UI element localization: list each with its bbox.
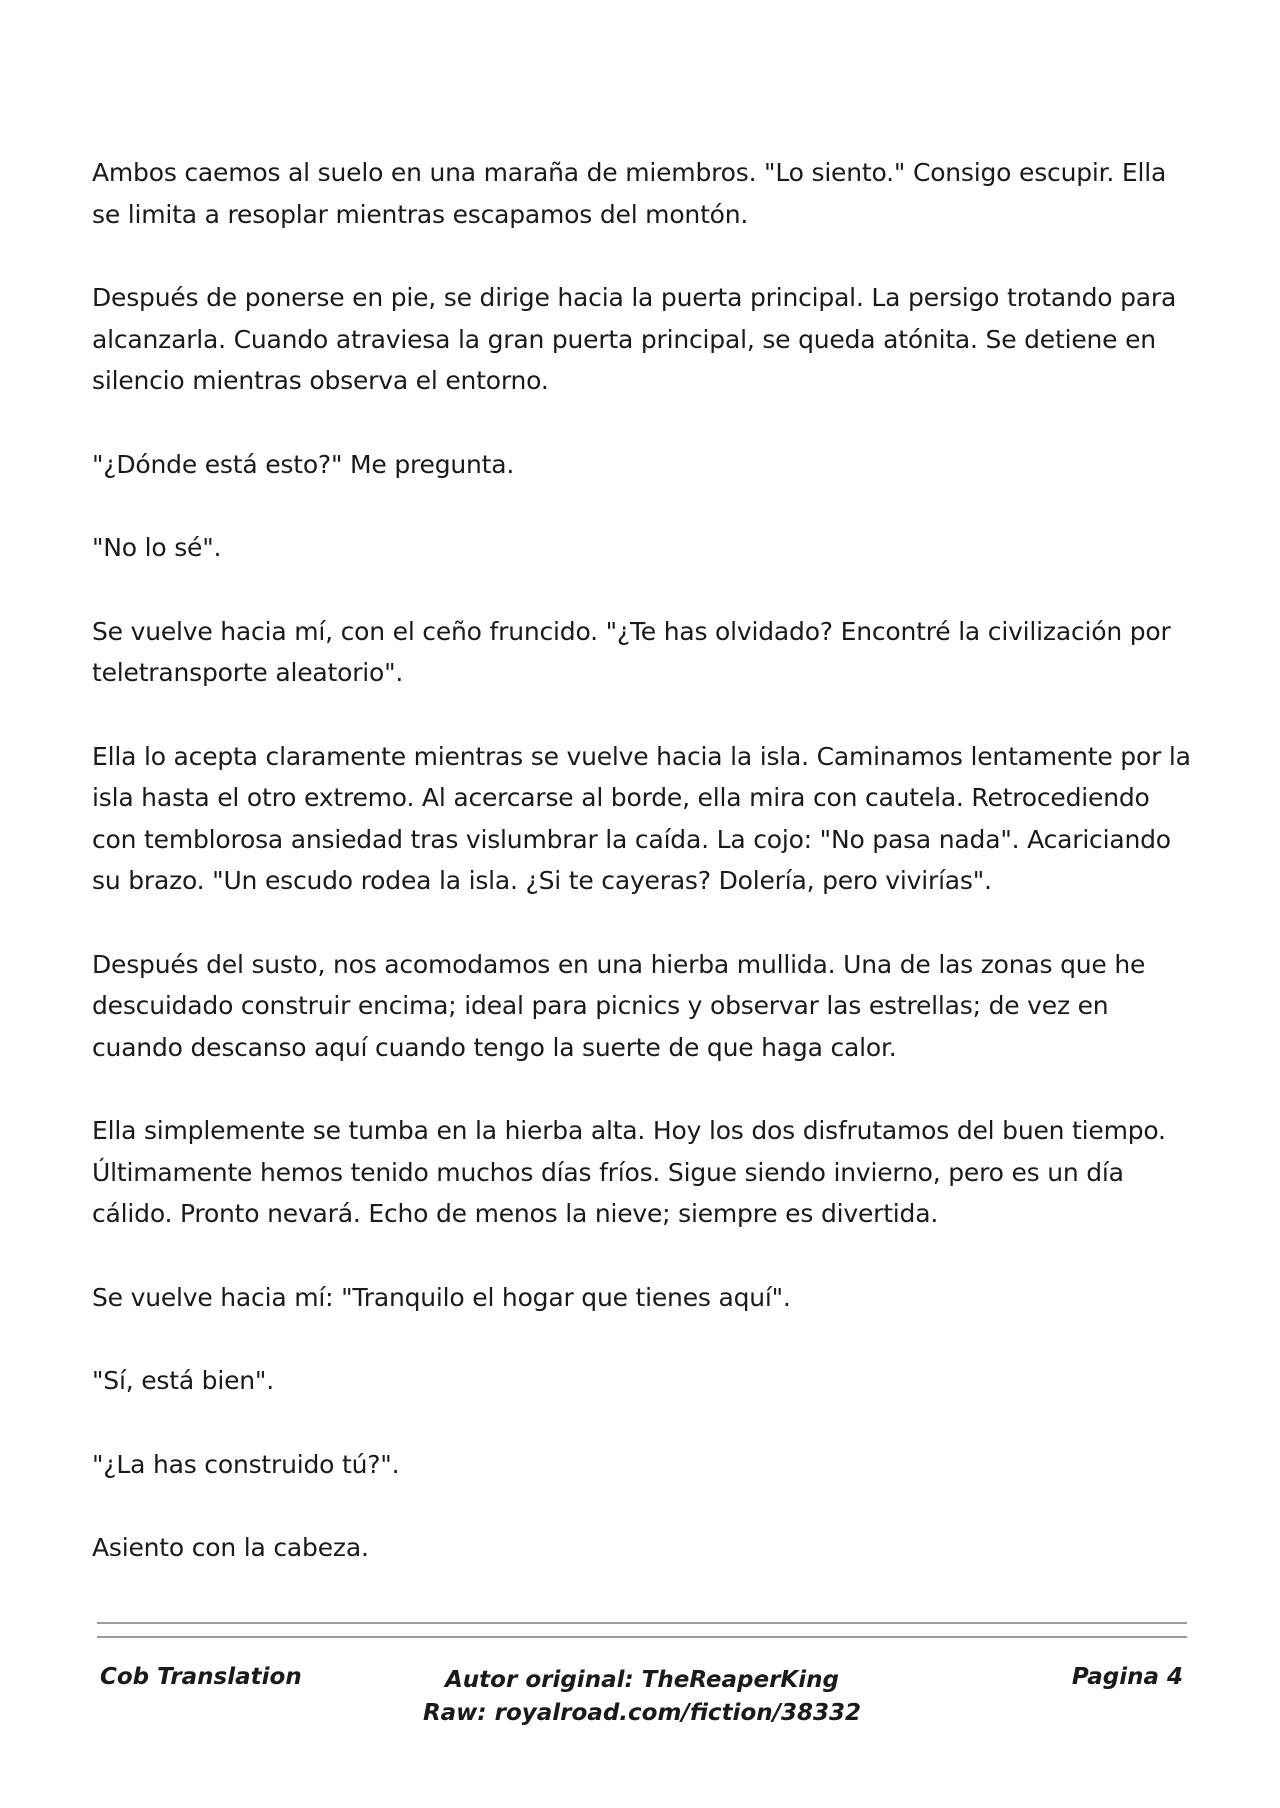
paragraph-2: Después de ponerse en pie, se dirige hacia la puerta principal. La persigo trotando para alcanzarla. Cuando atraviesa la gran puerta principal, se queda atónita. Se detiene en silencio mientras observa el entorno. bbox=[92, 283, 1177, 395]
paragraph-12: Asiento con la cabeza. bbox=[92, 1533, 369, 1562]
footer-raw-source: Raw: royalroad.com/fiction/38332 bbox=[422, 1700, 862, 1726]
paragraph-8: Ella simplemente se tumba en la hierba alta. Hoy los dos disfrutamos del buen tiempo. Últimamente hemos tenido muchos días fríos. Sigue siendo invierno, pero es un día cálido. Pronto nevará. Echo de menos la nieve; siempre es divertida. bbox=[92, 1116, 1166, 1228]
body-text bbox=[92, 152, 1192, 1611]
page-footer bbox=[97, 1664, 1187, 1744]
footer-credits bbox=[97, 1664, 1187, 1730]
paragraph-11: "¿La has construido tú?". bbox=[92, 1449, 400, 1479]
paragraph-9: Se vuelve hacia mí: "Tranquilo el hogar que tienes aquí". bbox=[92, 1282, 791, 1312]
paragraph-5: Se vuelve hacia mí, con el ceño fruncido. "¿Te has olvidado? Encontré la civilización por teletransporte aleatorio". bbox=[92, 616, 1171, 687]
paragraph-3: "¿Dónde está esto?" Me pregunta. bbox=[92, 449, 515, 479]
footer-page-number: Pagina 4 bbox=[1071, 1664, 1183, 1690]
footer-translator: Cob Translation bbox=[100, 1664, 302, 1690]
footer-original-author: Autor original: TheReaperKing bbox=[445, 1667, 839, 1693]
paragraph-10: "Sí, está bien". bbox=[92, 1366, 274, 1395]
footer-divider-top bbox=[97, 1622, 1187, 1624]
paragraph-4: "No lo sé". bbox=[92, 533, 222, 562]
paragraph-6: Ella lo acepta claramente mientras se vuelve hacia la isla. Caminamos lentamente por la isla hasta el otro extremo. Al acercarse al borde, ella mira con cautela. Retrocediendo con temblorosa ansiedad tras vislumbrar la caída. La cojo: "No pasa nada". Acariciando su brazo. "Un escudo rodea la isla. ¿Si te cayeras? Dolería, pero vivirías". bbox=[92, 741, 1191, 895]
paragraph-7: Después del susto, nos acomodamos en una hierba mullida. Una de las zonas que he descuidado construir encima; ideal para picnics y observar las estrellas; de vez en cuando descanso aquí cuando tengo la suerte de que haga calor. bbox=[92, 949, 1146, 1062]
footer-divider-bottom bbox=[97, 1636, 1187, 1638]
paragraph-1: Ambos caemos al suelo en una maraña de miembros. "Lo siento." Consigo escupir. Ella se limita a resoplar mientras escapamos del montón. bbox=[92, 158, 1167, 229]
